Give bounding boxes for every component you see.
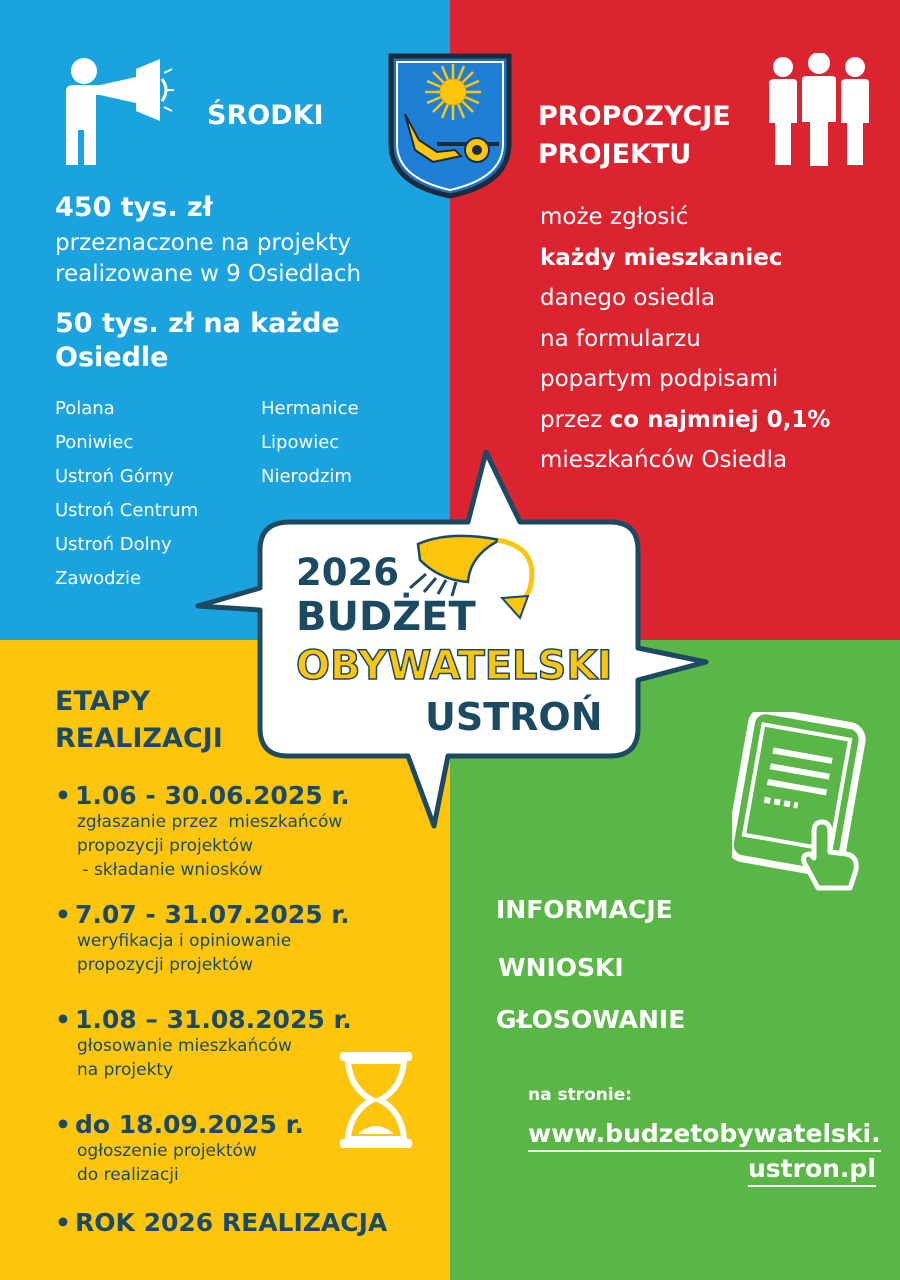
on-page-label: na stronie: bbox=[528, 1085, 633, 1105]
district-item: Lipowiec bbox=[261, 432, 340, 453]
district-item: Ustroń Centrum bbox=[55, 500, 199, 521]
info-item-voting: GŁOSOWANIE bbox=[496, 1005, 686, 1034]
stage-final: • ROK 2026 REALIZACJA bbox=[55, 1208, 388, 1237]
district-item: Nierodzim bbox=[261, 466, 352, 487]
district-item: Zawodzie bbox=[55, 568, 142, 589]
stage-item: • do 18.09.2025 r. ogłoszenie projektów do realizacji bbox=[55, 1110, 304, 1185]
logo-civic: OBYWATELSKI bbox=[296, 643, 613, 689]
district-item: Hermanice bbox=[261, 398, 359, 419]
funds-per-district: 50 tys. zł na każde Osiedle bbox=[55, 308, 340, 373]
funds-total-amount: 450 tys. zł bbox=[55, 192, 213, 223]
funds-total-description: przeznaczone na projekty realizowane w 9 Osiedlach bbox=[55, 230, 362, 287]
info-item-applications: WNIOSKI bbox=[498, 953, 624, 982]
district-item: Poniwiec bbox=[55, 432, 134, 453]
info-item-information: INFORMACJE bbox=[496, 895, 673, 924]
funds-title: ŚRODKI bbox=[207, 100, 324, 131]
district-item: Ustroń Dolny bbox=[55, 534, 172, 555]
stages-title: ETAPY REALIZACJI bbox=[55, 686, 223, 754]
district-item: Ustroń Górny bbox=[55, 466, 174, 487]
logo-town: USTROŃ bbox=[425, 695, 603, 739]
stage-item: • 1.06 - 30.06.2025 r. zgłaszanie przez mieszkańców propozycji projektów - składanie wniosków bbox=[55, 781, 350, 880]
website-link-line2[interactable]: ustron.pl bbox=[748, 1154, 876, 1187]
website-link-line1[interactable]: www.budzetobywatelski. bbox=[528, 1119, 881, 1152]
hourglass-icon bbox=[338, 1050, 414, 1150]
logo-budget: BUDŻET bbox=[296, 594, 476, 640]
proposals-description: może zgłosić każdy mieszkaniec danego osiedla na formularzu popartym podpisami przez co najmniej 0,1% mieszkańców Osiedla bbox=[540, 204, 831, 473]
stage-item: • 1.08 – 31.08.2025 r. głosowanie mieszkańców na projekty bbox=[55, 1005, 352, 1080]
tablet-touch-icon bbox=[732, 712, 872, 892]
district-item: Polana bbox=[55, 398, 115, 419]
logo-year: 2026 bbox=[296, 551, 399, 594]
proposals-title: PROPOZYCJE PROJEKTU bbox=[538, 101, 731, 170]
stage-item: • 7.07 - 31.07.2025 r. weryfikacja i opiniowanie propozycji projektów bbox=[55, 900, 350, 975]
